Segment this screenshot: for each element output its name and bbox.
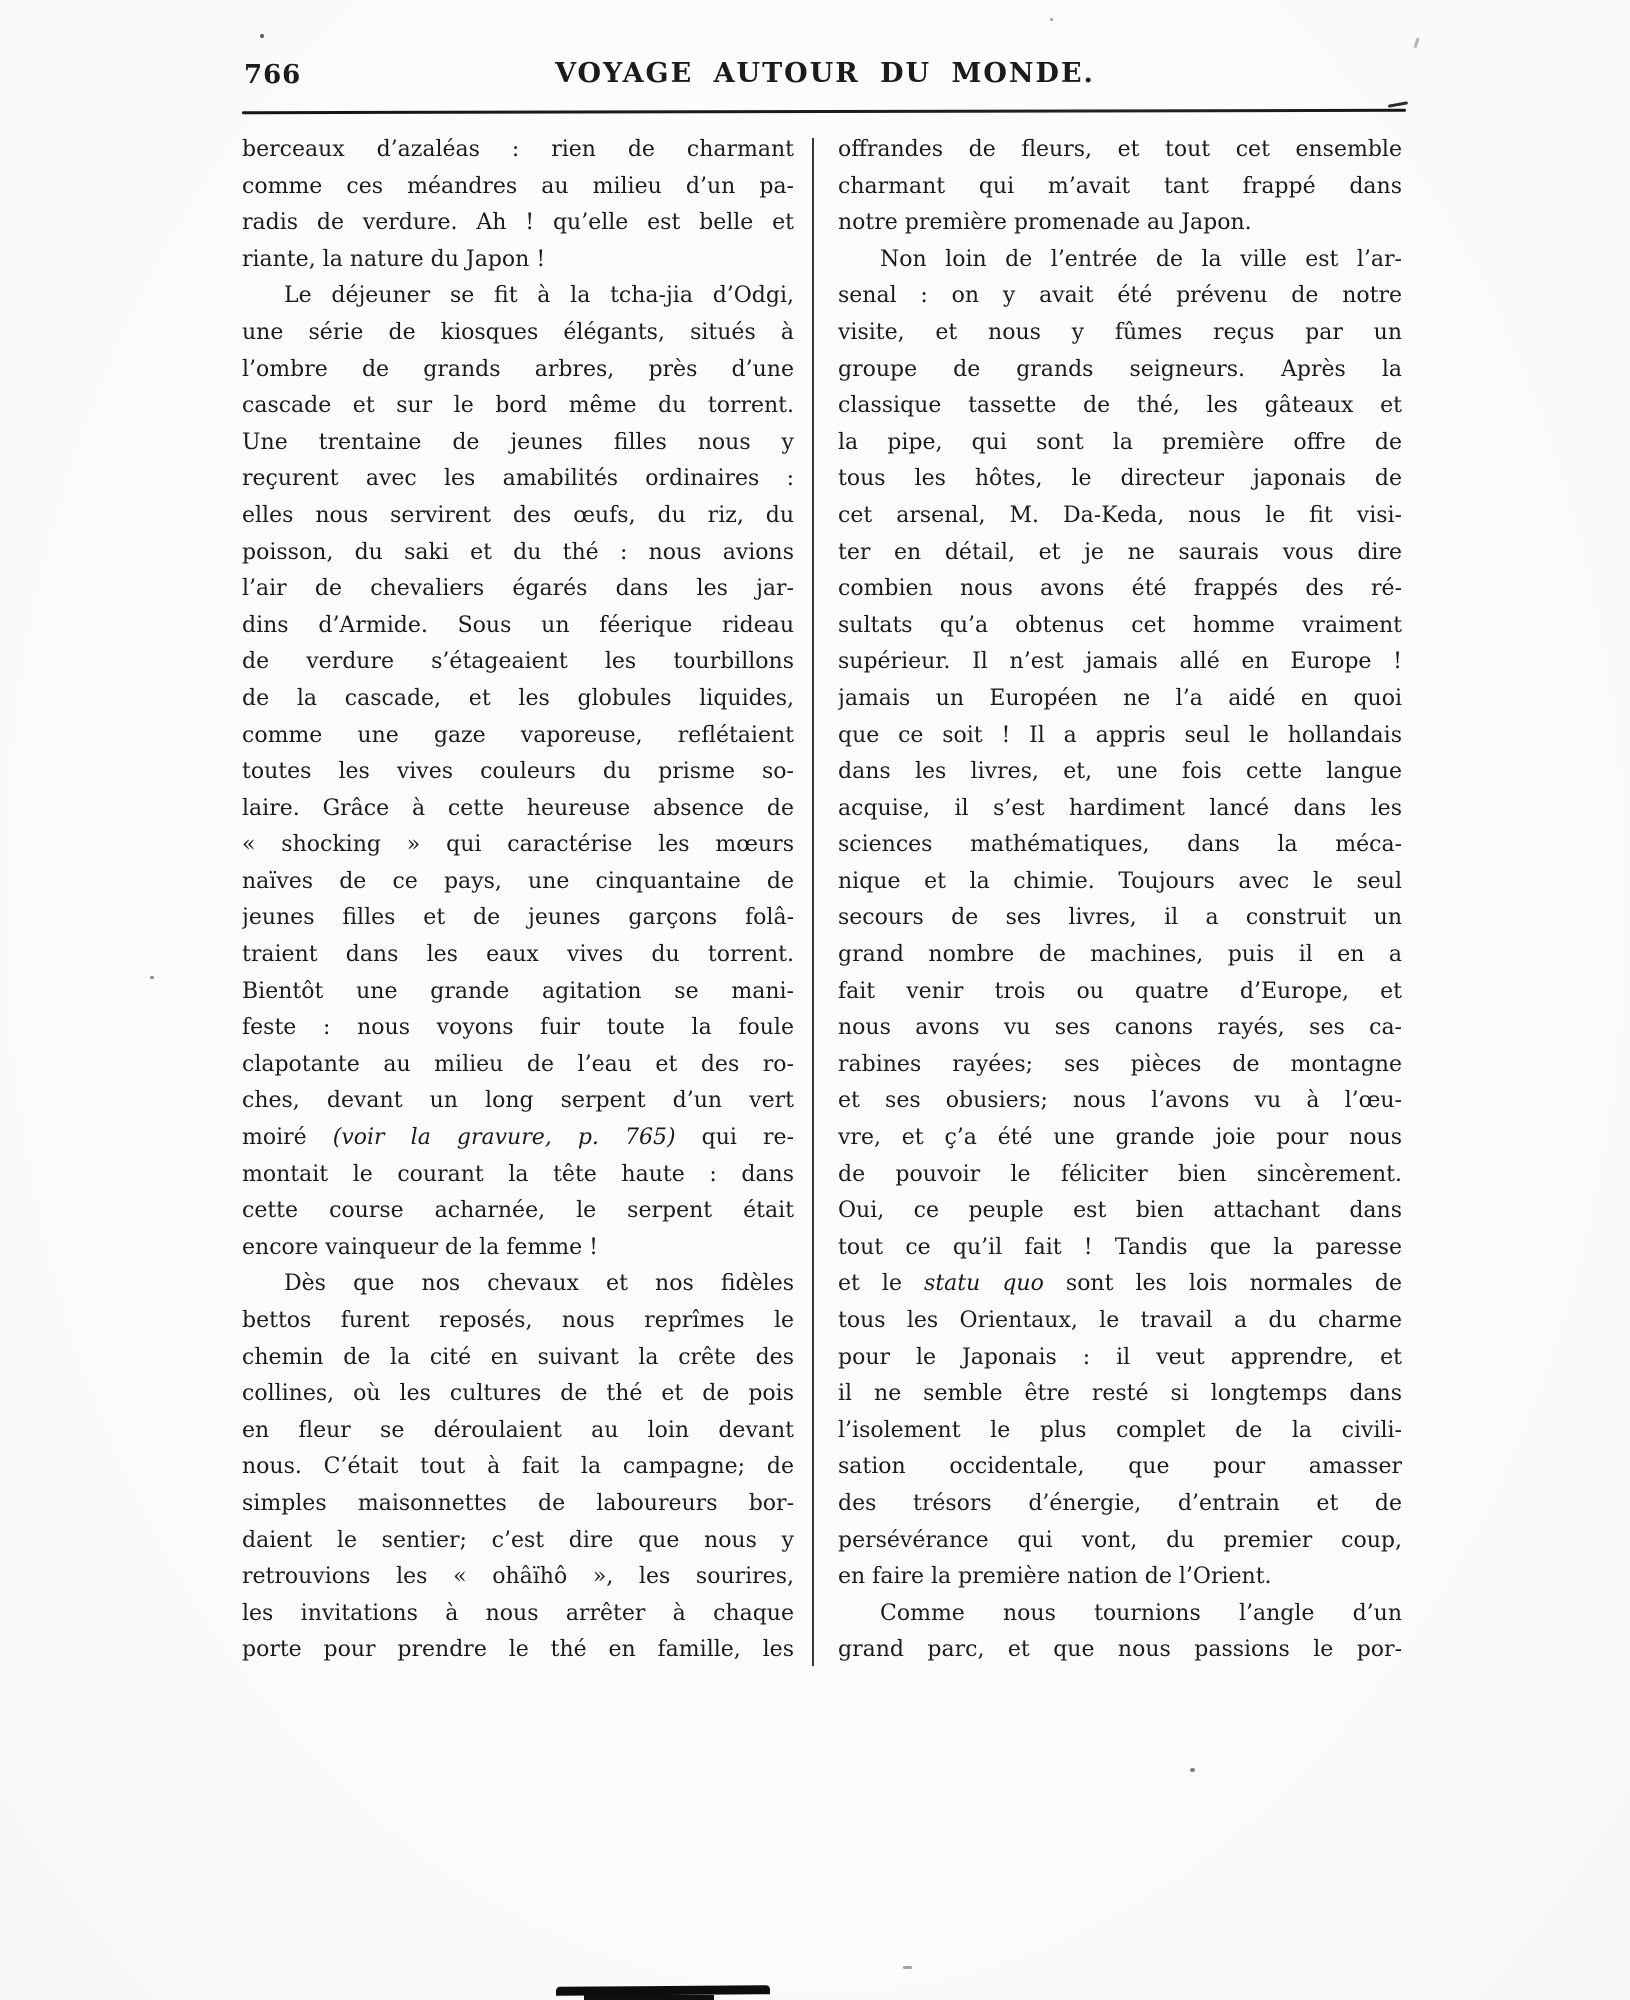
text-line: bettos furent reposés, nous reprîmes le	[242, 1308, 794, 1333]
text-line: grand parc, et que nous passions le por-	[838, 1637, 1402, 1663]
text-line: classique tassette de thé, les gâteaux et	[838, 393, 1402, 419]
column-divider	[812, 138, 814, 1666]
text-line: vre, et ç’a été une grande joie pour nous	[838, 1125, 1402, 1151]
text-line: simples maisonnettes de laboureurs bor-	[242, 1490, 794, 1516]
scan-artifact	[903, 1966, 912, 1969]
text-line: notre première promenade au Japon.	[838, 210, 1252, 236]
text-line: riante, la nature du Japon !	[242, 246, 546, 272]
text-line: clapotante au milieu de l’eau et des ro-	[242, 1051, 794, 1077]
text-line: Comme nous tournions l’angle d’un	[880, 1600, 1402, 1626]
text-line: que ce soit ! Il a appris seul le hollandais	[838, 722, 1402, 748]
scan-artifact	[1190, 1768, 1195, 1772]
text-line: radis de verdure. Ah ! qu’elle est belle et	[242, 210, 794, 236]
scan-artifact	[1050, 18, 1053, 21]
text-line: senal : on y avait été prévenu de notre	[838, 283, 1402, 309]
text-line: naïves de ce pays, une cinquantaine de	[242, 868, 794, 894]
page-title: VOYAGE AUTOUR DU MONDE.	[555, 58, 1095, 89]
text-line: acquise, il s’est hardiment lancé dans les	[838, 795, 1402, 821]
text-line: elles nous servirent des œufs, du riz, du	[242, 502, 794, 528]
text-line: charmant qui m’avait tant frappé dans	[838, 173, 1402, 199]
text-line: laire. Grâce à cette heureuse absence de	[242, 795, 794, 821]
text-line: Oui, ce peuple est bien attachant dans	[838, 1198, 1402, 1224]
text-line: reçurent avec les amabilités ordinaires :	[242, 466, 794, 492]
text-line: toutes les vives couleurs du prisme so-	[242, 759, 794, 785]
page-header	[242, 58, 1408, 94]
text-line: nique et la chimie. Toujours avec le seul	[838, 868, 1402, 894]
text-line: il ne semble être resté si longtemps dans	[838, 1381, 1402, 1407]
text-line: daient le sentier; c’est dire que nous y	[242, 1527, 794, 1553]
text-line: Le déjeuner se fit à la tcha-jia d’Odgi,	[284, 283, 794, 309]
text-line: visite, et nous y fûmes reçus par un	[838, 319, 1402, 345]
text-line: l’ombre de grands arbres, près d’une	[242, 356, 794, 382]
text-line: nous avons vu ses canons rayés, ses ca-	[838, 1015, 1402, 1041]
text-line: les invitations à nous arrêter à chaque	[242, 1600, 794, 1626]
text-line: l’isolement le plus complet de la civili-	[838, 1417, 1402, 1443]
text-line: sciences mathématiques, dans la méca-	[838, 832, 1402, 858]
text-line: en faire la première nation de l’Orient.	[838, 1564, 1272, 1590]
page-number: 766	[244, 60, 302, 90]
text-column-right	[838, 132, 1402, 1669]
text-line: cette course acharnée, le serpent était	[242, 1198, 794, 1224]
header-rule-tick	[1388, 101, 1408, 107]
scan-artifact	[260, 34, 264, 38]
text-line: Une trentaine de jeunes filles nous y	[242, 429, 794, 455]
text-line: tous les hôtes, le directeur japonais de	[838, 466, 1402, 492]
text-line: combien nous avons été frappés des ré-	[838, 576, 1402, 602]
text-line: chemin de la cité en suivant la crête des	[242, 1344, 794, 1370]
text-line: des trésors d’énergie, d’entrain et de	[838, 1490, 1402, 1516]
text-line: sultats qu’a obtenus cet homme vraiment	[838, 612, 1402, 638]
scan-artifact	[1414, 38, 1420, 48]
text-line: poisson, du saki et du thé : nous avions	[242, 539, 794, 565]
text-line: cet arsenal, M. Da-Keda, nous le fit visi-	[838, 502, 1402, 528]
text-line: rabines rayées; ses pièces de montagne	[838, 1051, 1402, 1077]
text-line: jamais un Européen ne l’a aidé en quoi	[838, 685, 1402, 711]
text-line: cascade et sur le bord même du torrent.	[242, 393, 794, 419]
text-line: offrandes de fleurs, et tout cet ensemble	[838, 137, 1402, 162]
text-line: et le statu quo sont les lois normales de	[838, 1271, 1402, 1297]
text-column-left	[242, 132, 794, 1669]
text-line: berceaux d’azaléas : rien de charmant	[242, 137, 794, 162]
header-rule	[242, 109, 1406, 114]
text-line: comme ces méandres au milieu d’un pa-	[242, 173, 794, 199]
text-line: Bientôt une grande agitation se mani-	[242, 978, 794, 1004]
text-line: montait le courant la tête haute : dans	[242, 1161, 794, 1187]
text-line: retrouvions les « ohâïhô », les sourires,	[242, 1564, 794, 1590]
text-line: Dès que nos chevaux et nos fidèles	[284, 1271, 794, 1297]
text-line: pour le Japonais : il veut apprendre, et	[838, 1344, 1402, 1370]
text-line: jeunes filles et de jeunes garçons folâ-	[242, 905, 794, 931]
scan-artifact	[150, 976, 154, 979]
text-line: « shocking » qui caractérise les mœurs	[242, 832, 794, 858]
text-line: dins d’Armide. Sous un féerique rideau	[242, 612, 794, 638]
text-line: en fleur se déroulaient au loin devant	[242, 1417, 794, 1443]
text-line: tous les Orientaux, le travail a du charme	[838, 1308, 1402, 1333]
text-line: encore vainqueur de la femme !	[242, 1234, 598, 1260]
text-line: sation occidentale, que pour amasser	[838, 1454, 1402, 1480]
text-line: nous. C’était tout à fait la campagne; de	[242, 1454, 794, 1480]
text-line: collines, où les cultures de thé et de pois	[242, 1381, 794, 1407]
text-line: la pipe, qui sont la première offre de	[838, 429, 1402, 455]
scan-artifact	[584, 1995, 714, 2000]
text-line: ches, devant un long serpent d’un vert	[242, 1088, 794, 1114]
text-line: Non loin de l’entrée de la ville est l’ar-	[880, 246, 1402, 272]
text-line: secours de ses livres, il a construit un	[838, 905, 1402, 931]
text-line: traient dans les eaux vives du torrent.	[242, 942, 794, 968]
text-line: persévérance qui vont, du premier coup,	[838, 1527, 1402, 1553]
text-line: porte pour prendre le thé en famille, les	[242, 1637, 794, 1663]
text-line: de pouvoir le féliciter bien sincèrement.	[838, 1161, 1402, 1187]
text-line: l’air de chevaliers égarés dans les jar-	[242, 576, 794, 602]
text-line: dans les livres, et, une fois cette langue	[838, 759, 1402, 785]
text-line: de verdure s’étageaient les tourbillons	[242, 649, 794, 675]
text-line: et ses obusiers; nous l’avons vu à l’œu-	[838, 1088, 1402, 1114]
text-line: de la cascade, et les globules liquides,	[242, 685, 794, 711]
text-line: ter en détail, et je ne saurais vous dire	[838, 539, 1402, 565]
text-line: groupe de grands seigneurs. Après la	[838, 356, 1402, 382]
text-line: supérieur. Il n’est jamais allé en Europe !	[838, 649, 1402, 675]
text-line: tout ce qu’il fait ! Tandis que la paresse	[838, 1234, 1402, 1260]
text-line: feste : nous voyons fuir toute la foule	[242, 1015, 794, 1041]
text-line: comme une gaze vaporeuse, reflétaient	[242, 722, 794, 748]
text-line: fait venir trois ou quatre d’Europe, et	[838, 978, 1402, 1004]
text-line: grand nombre de machines, puis il en a	[838, 942, 1402, 968]
text-line: moiré (voir la gravure, p. 765) qui re-	[242, 1125, 794, 1151]
text-line: une série de kiosques élégants, situés à	[242, 319, 794, 345]
